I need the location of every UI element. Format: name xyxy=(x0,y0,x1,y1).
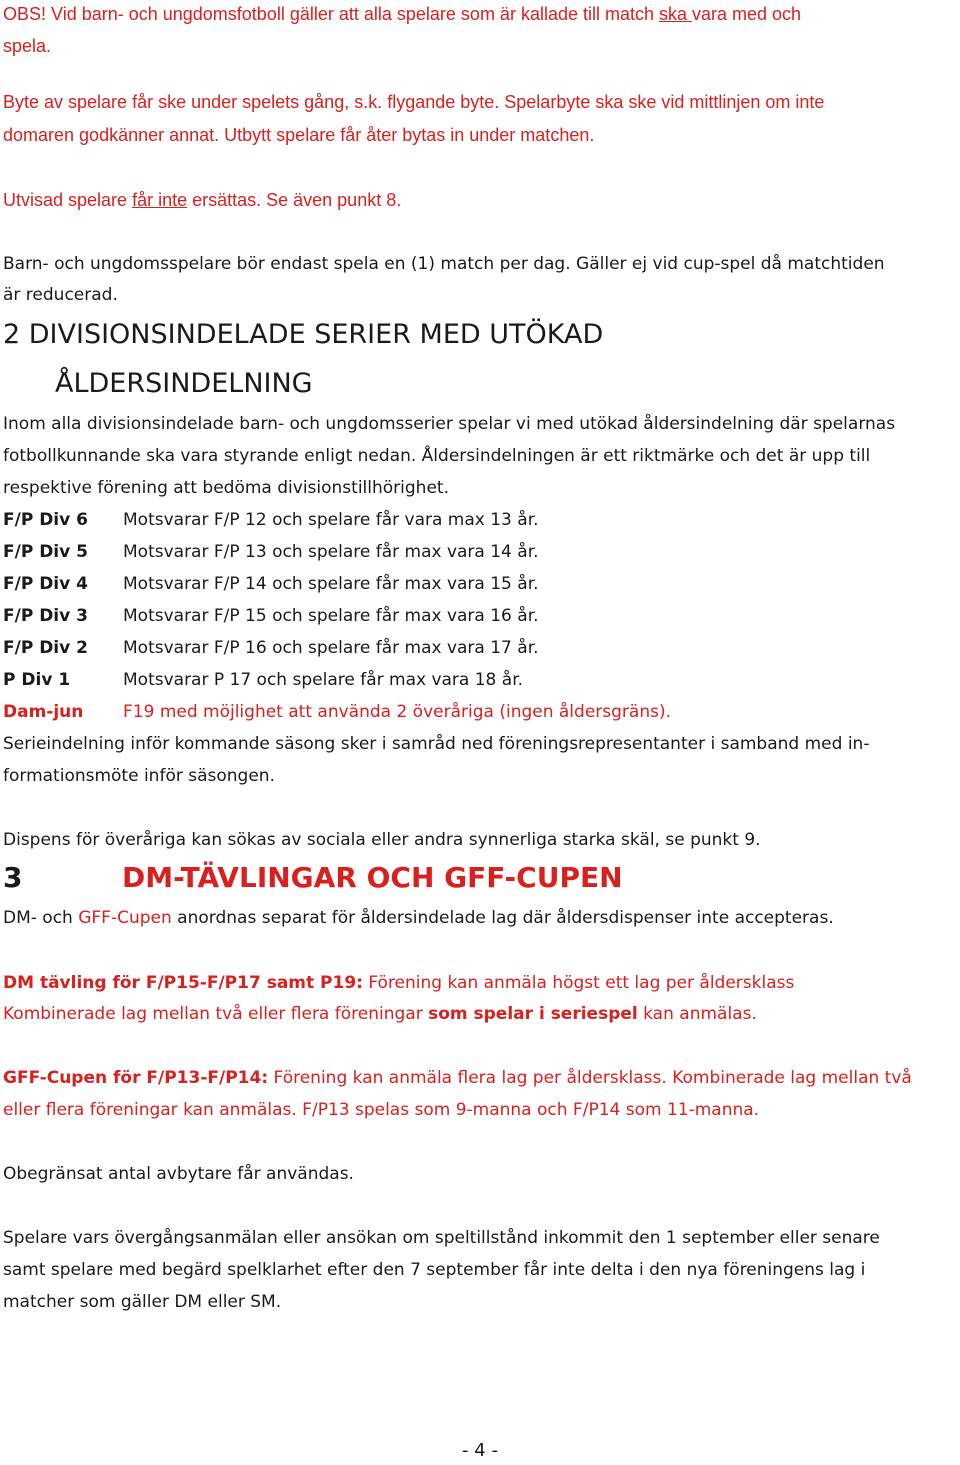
byte-line-2: domaren godkänner annat. Utbytt spelare får åter bytas in under matchen. xyxy=(3,125,595,145)
spelare-line-1: Spelare vars övergångsanmälan eller ansökan om speltillstånd inkommit den 1 september eller senare xyxy=(3,1228,880,1248)
section-3-title: DM-TÄVLINGAR OCH GFF-CUPEN xyxy=(122,861,623,894)
komb-text-end: kan anmälas. xyxy=(637,1004,757,1024)
division-text: Motsvarar F/P 13 och spelare får max vara 14 år. xyxy=(123,542,539,562)
byte-line-1: Byte av spelare får ske under spelets gång, s.k. flygande byte. Spelarbyte ska ske vid mittlinjen om inte xyxy=(3,92,825,112)
section-3-intro-text: DM- och xyxy=(3,908,79,928)
obs-text-end: vara med och xyxy=(692,4,802,24)
division-name: F/P Div 2 xyxy=(3,638,88,658)
dm-text: Förening kan anmäla högst ett lag per åldersklass xyxy=(362,973,795,993)
barn-line-1: Barn- och ungdomsspelare bör endast spela en (1) match per dag. Gäller ej vid cup-spel då matchtiden xyxy=(3,254,885,274)
obegransat-line: Obegränsat antal avbytare får användas. xyxy=(3,1164,354,1184)
division-text: Motsvarar P 17 och spelare får max vara 18 år. xyxy=(123,670,524,690)
division-text: Motsvarar F/P 16 och spelare får max vara 17 år. xyxy=(123,638,539,658)
obs-text: OBS! Vid barn- och ungdomsfotboll gäller att alla spelare som är kallade till match xyxy=(3,4,659,24)
spelare-line-3: matcher som gäller DM eller SM. xyxy=(3,1292,282,1312)
division-name: F/P Div 6 xyxy=(3,510,88,530)
spelare-line-2: samt spelare med begärd spelklarhet efter den 7 september får inte delta i den nya föreningens lag i xyxy=(3,1260,866,1280)
dm-bold-label: DM tävling för F/P15-F/P17 samt P19: xyxy=(3,973,363,993)
utvisad-underlined: får inte xyxy=(132,190,188,210)
division-name: F/P Div 3 xyxy=(3,606,88,626)
section-2-para-line-2: fotbollkunnande ska vara styrande enligt nedan. Åldersindelningen är ett riktmärke och det är upp till xyxy=(3,446,871,466)
dispens-line: Dispens för överåriga kan sökas av sociala eller andra synnerliga starka skäl, se punkt 9. xyxy=(3,830,761,850)
serie-line-2: formationsmöte inför säsongen. xyxy=(3,766,275,786)
barn-line-2: är reducerad. xyxy=(3,285,118,305)
dm-line xyxy=(3,971,794,995)
section-2-para-line-1: Inom alla divisionsindelade barn- och ungdomsserier spelar vi med utökad åldersindelning där spelarnas xyxy=(3,414,896,434)
utvisad-text: Utvisad spelare xyxy=(3,190,133,210)
obs-ska-underlined: ska xyxy=(659,4,693,24)
obs-line-1 xyxy=(3,2,801,26)
division-name: F/P Div 4 xyxy=(3,574,88,594)
page-number: - 4 - xyxy=(462,1440,498,1461)
utvisad-line xyxy=(3,188,401,212)
obs-line-2: spela. xyxy=(3,36,52,56)
section-2-heading-line-2: ÅLDERSINDELNING xyxy=(55,368,313,399)
section-3-intro xyxy=(3,906,834,930)
division-name: Dam-jun xyxy=(3,702,84,722)
komb-text: Kombinerade lag mellan två eller flera föreningar xyxy=(3,1004,429,1024)
division-name: P Div 1 xyxy=(3,670,71,690)
gff-bold-label: GFF-Cupen för F/P13-F/P14: xyxy=(3,1068,269,1088)
division-text: F19 med möjlighet att använda 2 överåriga (ingen åldersgräns). xyxy=(123,702,671,722)
division-name: F/P Div 5 xyxy=(3,542,88,562)
section-2-para-line-3: respektive förening att bedöma divisionstillhörighet. xyxy=(3,478,449,498)
division-text: Motsvarar F/P 12 och spelare får vara max 13 år. xyxy=(123,510,539,530)
section-3-intro-text-end: anordnas separat för åldersindelade lag där åldersdispenser inte accepteras. xyxy=(171,908,834,928)
komb-bold: som spelar i seriespel xyxy=(428,1004,638,1024)
division-text: Motsvarar F/P 15 och spelare får max vara 16 år. xyxy=(123,606,539,626)
gff-text: Förening kan anmäla flera lag per åldersklass. Kombinerade lag mellan två xyxy=(268,1068,912,1088)
gff-line-2: eller flera föreningar kan anmälas. F/P13 spelas som 9-manna och F/P14 som 11-manna. xyxy=(3,1100,760,1120)
section-3-number: 3 xyxy=(3,861,23,894)
division-text: Motsvarar F/P 14 och spelare får max vara 15 år. xyxy=(123,574,539,594)
serie-line-1: Serieindelning inför kommande säsong sker i samråd ned föreningsrepresentanter i samband med in- xyxy=(3,734,870,754)
gff-cupen-red: GFF-Cupen xyxy=(78,908,172,928)
gff-line-1 xyxy=(3,1066,912,1090)
kombinerade-line xyxy=(3,1002,757,1026)
utvisad-text-end: ersättas. Se även punkt 8. xyxy=(187,190,402,210)
section-2-heading: 2 DIVISIONSINDELADE SERIER MED UTÖKAD xyxy=(3,319,604,350)
